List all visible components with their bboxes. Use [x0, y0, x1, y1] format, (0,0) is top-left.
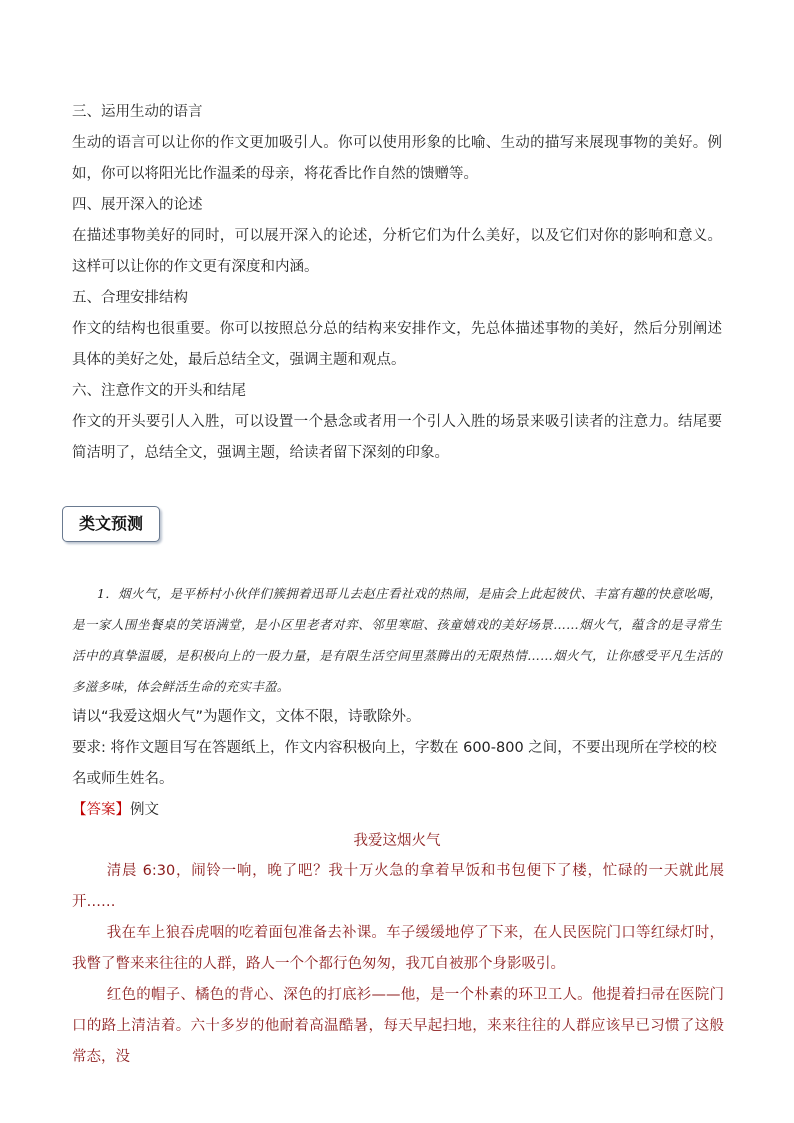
answer-tag: 【答案】 — [72, 802, 130, 818]
section-text: 生动的语言可以让你的作文更加吸引人。你可以使用形象的比喻、生动的描写来展现事物的美好。例如，你可以将阳光比作温柔的母亲，将花香比作自然的馈赠等。 — [72, 135, 722, 182]
section-structure — [72, 283, 722, 376]
section-heading: 五、合理安排结构 — [72, 290, 188, 306]
essay-paragraph: 清晨 6:30，闹铃一响，晚了吧？我十万火急的拿着早饭和书包便下了楼，忙碌的一天就此展开…… — [72, 863, 724, 910]
section-text: 作文的开头要引人入胜，可以设置一个悬念或者用一个引人入胜的场景来吸引读者的注意力。结尾要简洁明了，总结全文，强调主题，给读者留下深刻的印象。 — [72, 414, 722, 461]
question-requirement: 要求: 将作文题目写在答题纸上，作文内容积极向上，字数在 600-800 之间，不要出现所在学校的校名或师生姓名。 — [72, 740, 717, 787]
section-badge: 类文预测 — [62, 506, 160, 542]
question-instruction: 请以“我爱这烟火气”为题作文，文体不限，诗歌除外。 — [72, 709, 421, 725]
section-text: 在描述事物美好的同时，可以展开深入的论述，分析它们为什么美好，以及它们对你的影响和意义。这样可以让你的作文更有深度和内涵。 — [72, 228, 722, 275]
section-deep-discussion — [72, 190, 722, 283]
essay-title: 我爱这烟火气 — [353, 833, 441, 849]
section-vivid-language — [72, 97, 722, 190]
question-material — [72, 578, 722, 702]
essay-paragraph: 红色的帽子、橘色的背心、深色的打底衫——他，是一个朴素的环卫工人。他提着扫帚在医院门口的路上清洁着。六十多岁的他耐着高温酷暑，每天早起扫地，来来往往的人群应该早已习惯了这般常态，没 — [72, 987, 724, 1065]
section-heading: 三、运用生动的语言 — [72, 104, 203, 120]
section-opening-ending — [72, 376, 722, 469]
essay-paragraph: 我在车上狼吞虎咽的吃着面包准备去补课。车子缓缓地停了下来，在人民医院门口等红绿灯时，我瞥了瞥来来往往的人群，路人一个个都行色匆匆，我兀自被那个身影吸引。 — [72, 925, 724, 972]
question-prompt — [72, 702, 722, 826]
essay-body — [72, 856, 724, 1073]
answer-label: 例文 — [130, 802, 159, 818]
material-text: 1．烟火气，是平桥村小伙伴们簇拥着迅哥儿去赵庄看社戏的热闹，是庙会上此起彼伏、丰富有趣的快意吆喝，是一家人围坐餐桌的笑语满堂，是小区里老者对弈、邻里寒暄、孩童嬉戏的美好场景……烟火气，蕴含的是寻常生活中的真挚温暖，是积极向上的一股力量，是有限生活空间里蒸腾出的无限热情……烟火气，让你感受平凡生活的多滋多味，体会鲜活生命的充实丰盈。 — [72, 586, 722, 694]
section-heading: 六、注意作文的开头和结尾 — [72, 383, 246, 399]
section-heading: 四、展开深入的论述 — [72, 197, 203, 213]
section-text: 作文的结构也很重要。你可以按照总分总的结构来安排作文，先总体描述事物的美好，然后分别阐述具体的美好之处，最后总结全文，强调主题和观点。 — [72, 321, 722, 368]
answer-line — [72, 795, 722, 826]
